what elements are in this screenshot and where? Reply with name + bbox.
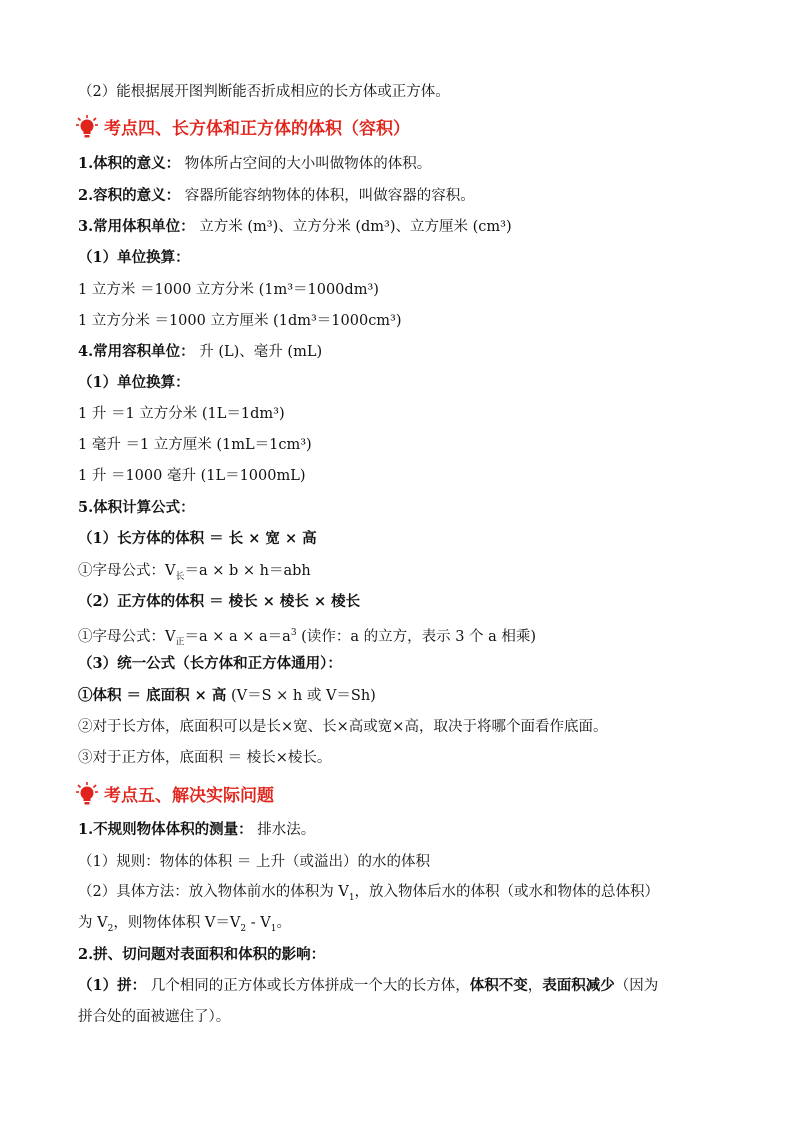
text-line: 3.常用体积单位： 立方米 (m³)、立方分米 (dm³)、立方厘米 (cm³)	[78, 218, 512, 235]
text-line: 1.体积的意义： 物体所占空间的大小叫做物体的体积。	[78, 155, 432, 172]
text-line: （2）具体方法：放入物体前水的体积为 $V_1$，放入物体后水的体积（或水和物体的总体积）	[78, 884, 660, 903]
text-line: 拼合处的面被遮住了）。	[78, 1009, 231, 1025]
lightbulb-icon	[76, 115, 98, 139]
text-line: 为 $V_2$，则物体体积 $V=V_2 - V_1$。	[78, 915, 291, 934]
text-line: ②对于长方体，底面积可以是长×宽、长×高或宽×高，取决于将哪个面看作底面。	[78, 719, 608, 735]
text-line: 1 立方分米 ＝1000 立方厘米 (1dm³＝1000cm³)	[78, 313, 402, 329]
text-line: ①体积 ＝ 底面积 × 高 (V＝S × h 或 V＝Sh)	[78, 687, 376, 704]
text-line: 1 升 ＝1 立方分米 (1L＝1dm³)	[78, 406, 285, 422]
text-line: （2）能根据展开图判断能否折成相应的长方体或正方体。	[78, 84, 450, 100]
text-line: （1）单位换算：	[78, 249, 190, 266]
text-line: （1）长方体的体积 ＝ 长 × 宽 × 高	[78, 530, 317, 547]
text-line: （1）拼： 几个相同的正方体或长方体拼成一个大的长方体，体积不变，表面积减少（因为	[78, 977, 659, 994]
lightbulb-icon	[76, 782, 98, 806]
text-line: 1.不规则物体体积的测量： 排水法。	[78, 821, 316, 838]
text-line: 1 升 ＝1000 毫升 (1L＝1000mL)	[78, 468, 306, 484]
section-heading-5	[76, 781, 274, 806]
text-line: 2.拼、切问题对表面积和体积的影响：	[78, 946, 326, 963]
text-line: （2）正方体的体积 ＝ 棱长 × 棱长 × 棱长	[78, 593, 361, 610]
text-line: ③对于正方体，底面积 ＝ 棱长×棱长。	[78, 750, 332, 766]
text-line: 2.容积的意义： 容器所能容纳物体的体积，叫做容器的容积。	[78, 187, 475, 204]
text-line: 1 毫升 ＝1 立方厘米 (1mL＝1cm³)	[78, 437, 312, 453]
text-line: ①字母公式：$V_长=a \times b \times h=abh$	[78, 563, 311, 582]
section-heading-4	[76, 114, 410, 139]
text-line: 1 立方米 ＝1000 立方分米 (1m³＝1000dm³)	[78, 282, 379, 298]
text-line: （1）单位换算：	[78, 374, 190, 391]
heading-text: 考点五、解决实际问题	[104, 786, 274, 806]
text-line: 4.常用容积单位： 升 (L)、毫升 (mL)	[78, 343, 323, 360]
heading-text: 考点四、长方体和正方体的体积（容积）	[104, 119, 410, 139]
text-line: 5.体积计算公式：	[78, 499, 195, 516]
text-line: ①字母公式：$V_正=a \times a \times a=a^3$ (读作：a 的立方，表示 3 个 a 相乘)	[78, 628, 537, 648]
text-line: （1）规则：物体的体积 ＝ 上升（或溢出）的水的体积	[78, 854, 430, 870]
text-line: （3）统一公式（长方体和正方体通用）：	[78, 655, 342, 672]
